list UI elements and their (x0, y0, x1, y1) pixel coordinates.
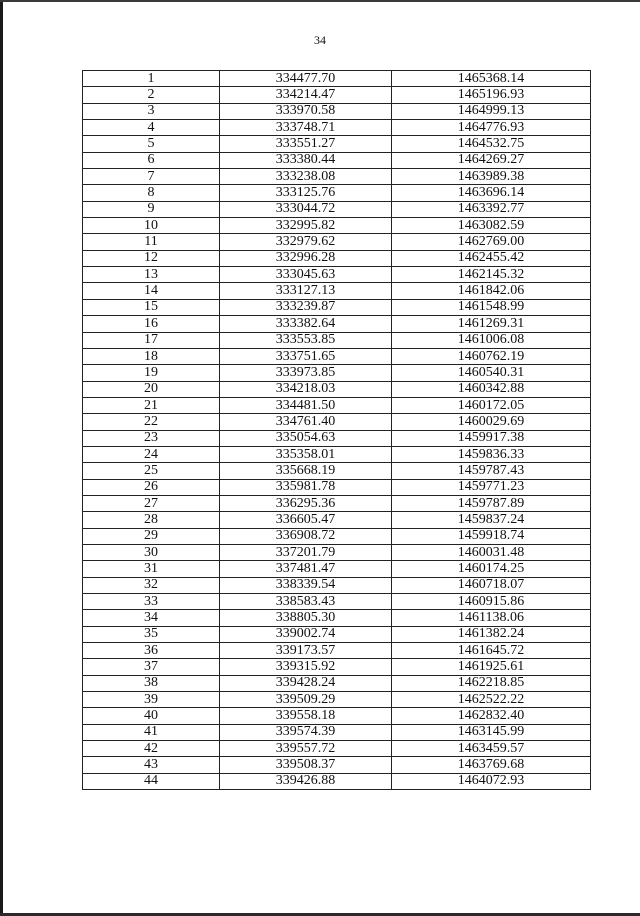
table-row (83, 103, 591, 119)
y-coordinate-cell: 1464072.93 (392, 773, 591, 789)
table-row (83, 659, 591, 675)
y-coordinate-cell: 1461842.06 (392, 283, 591, 299)
point-number-cell: 19 (83, 365, 220, 381)
x-coordinate-cell: 334481.50 (220, 397, 392, 413)
table-row (83, 71, 591, 87)
table-row (83, 397, 591, 413)
y-coordinate-cell: 1459918.74 (392, 528, 591, 544)
table-row (83, 414, 591, 430)
point-number-cell: 14 (83, 283, 220, 299)
point-number-cell: 37 (83, 659, 220, 675)
point-number-cell: 10 (83, 218, 220, 234)
y-coordinate-cell: 1460174.25 (392, 561, 591, 577)
x-coordinate-cell: 333044.72 (220, 201, 392, 217)
x-coordinate-cell: 334477.70 (220, 71, 392, 87)
point-number-cell: 26 (83, 479, 220, 495)
point-number-cell: 17 (83, 332, 220, 348)
table-row (83, 692, 591, 708)
table-row (83, 87, 591, 103)
point-number-cell: 15 (83, 299, 220, 315)
table-row (83, 267, 591, 283)
y-coordinate-cell: 1461645.72 (392, 643, 591, 659)
y-coordinate-cell: 1461382.24 (392, 626, 591, 642)
y-coordinate-cell: 1462218.85 (392, 675, 591, 691)
y-coordinate-cell: 1460718.07 (392, 577, 591, 593)
table-row (83, 675, 591, 691)
x-coordinate-cell: 335358.01 (220, 446, 392, 462)
table-row (83, 332, 591, 348)
table-row (83, 495, 591, 511)
x-coordinate-cell: 339558.18 (220, 708, 392, 724)
point-number-cell: 41 (83, 724, 220, 740)
point-number-cell: 12 (83, 250, 220, 266)
y-coordinate-cell: 1460172.05 (392, 397, 591, 413)
x-coordinate-cell: 332995.82 (220, 218, 392, 234)
y-coordinate-cell: 1460342.88 (392, 381, 591, 397)
point-number-cell: 13 (83, 267, 220, 283)
point-number-cell: 11 (83, 234, 220, 250)
point-number-cell: 24 (83, 446, 220, 462)
y-coordinate-cell: 1464532.75 (392, 136, 591, 152)
point-number-cell: 6 (83, 152, 220, 168)
point-number-cell: 40 (83, 708, 220, 724)
x-coordinate-cell: 333380.44 (220, 152, 392, 168)
point-number-cell: 34 (83, 610, 220, 626)
x-coordinate-cell: 339509.29 (220, 692, 392, 708)
point-number-cell: 44 (83, 773, 220, 789)
point-number-cell: 27 (83, 495, 220, 511)
point-number-cell: 9 (83, 201, 220, 217)
x-coordinate-cell: 333045.63 (220, 267, 392, 283)
x-coordinate-cell: 339315.92 (220, 659, 392, 675)
table-row (83, 528, 591, 544)
x-coordinate-cell: 333551.27 (220, 136, 392, 152)
y-coordinate-cell: 1459837.24 (392, 512, 591, 528)
y-coordinate-cell: 1459787.43 (392, 463, 591, 479)
table-row (83, 201, 591, 217)
table-row (83, 120, 591, 136)
table-row (83, 757, 591, 773)
table-row (83, 708, 591, 724)
point-number-cell: 31 (83, 561, 220, 577)
coordinate-table (82, 70, 591, 790)
table-row (83, 185, 591, 201)
table-row (83, 218, 591, 234)
x-coordinate-cell: 339557.72 (220, 741, 392, 757)
table-row (83, 250, 591, 266)
y-coordinate-cell: 1463459.57 (392, 741, 591, 757)
table-row (83, 316, 591, 332)
y-coordinate-cell: 1461138.06 (392, 610, 591, 626)
x-coordinate-cell: 338805.30 (220, 610, 392, 626)
point-number-cell: 22 (83, 414, 220, 430)
point-number-cell: 7 (83, 169, 220, 185)
y-coordinate-cell: 1464776.93 (392, 120, 591, 136)
x-coordinate-cell: 333970.58 (220, 103, 392, 119)
table-row (83, 234, 591, 250)
point-number-cell: 43 (83, 757, 220, 773)
x-coordinate-cell: 333751.65 (220, 348, 392, 364)
x-coordinate-cell: 335981.78 (220, 479, 392, 495)
x-coordinate-cell: 333553.85 (220, 332, 392, 348)
coordinate-table-body (83, 71, 591, 790)
point-number-cell: 5 (83, 136, 220, 152)
y-coordinate-cell: 1462455.42 (392, 250, 591, 266)
table-row (83, 283, 591, 299)
point-number-cell: 38 (83, 675, 220, 691)
x-coordinate-cell: 333125.76 (220, 185, 392, 201)
x-coordinate-cell: 333238.08 (220, 169, 392, 185)
x-coordinate-cell: 339428.24 (220, 675, 392, 691)
x-coordinate-cell: 337481.47 (220, 561, 392, 577)
x-coordinate-cell: 334218.03 (220, 381, 392, 397)
point-number-cell: 36 (83, 643, 220, 659)
scan-edge-left (0, 0, 3, 916)
table-row (83, 463, 591, 479)
table-row (83, 610, 591, 626)
table-row (83, 594, 591, 610)
y-coordinate-cell: 1460029.69 (392, 414, 591, 430)
x-coordinate-cell: 335668.19 (220, 463, 392, 479)
y-coordinate-cell: 1462145.32 (392, 267, 591, 283)
point-number-cell: 4 (83, 120, 220, 136)
table-row (83, 299, 591, 315)
point-number-cell: 32 (83, 577, 220, 593)
table-row (83, 446, 591, 462)
point-number-cell: 18 (83, 348, 220, 364)
point-number-cell: 16 (83, 316, 220, 332)
y-coordinate-cell: 1463989.38 (392, 169, 591, 185)
x-coordinate-cell: 339002.74 (220, 626, 392, 642)
table-row (83, 643, 591, 659)
point-number-cell: 2 (83, 87, 220, 103)
y-coordinate-cell: 1463392.77 (392, 201, 591, 217)
y-coordinate-cell: 1462769.00 (392, 234, 591, 250)
y-coordinate-cell: 1462832.40 (392, 708, 591, 724)
table-row (83, 169, 591, 185)
scan-edge-top (0, 0, 640, 2)
y-coordinate-cell: 1465196.93 (392, 87, 591, 103)
point-number-cell: 23 (83, 430, 220, 446)
table-row (83, 741, 591, 757)
point-number-cell: 42 (83, 741, 220, 757)
x-coordinate-cell: 332979.62 (220, 234, 392, 250)
y-coordinate-cell: 1460762.19 (392, 348, 591, 364)
x-coordinate-cell: 339574.39 (220, 724, 392, 740)
y-coordinate-cell: 1463696.14 (392, 185, 591, 201)
x-coordinate-cell: 333382.64 (220, 316, 392, 332)
y-coordinate-cell: 1463082.59 (392, 218, 591, 234)
x-coordinate-cell: 336908.72 (220, 528, 392, 544)
x-coordinate-cell: 336605.47 (220, 512, 392, 528)
point-number-cell: 20 (83, 381, 220, 397)
x-coordinate-cell: 334761.40 (220, 414, 392, 430)
point-number-cell: 39 (83, 692, 220, 708)
x-coordinate-cell: 332996.28 (220, 250, 392, 266)
point-number-cell: 35 (83, 626, 220, 642)
table-row (83, 381, 591, 397)
x-coordinate-cell: 339173.57 (220, 643, 392, 659)
point-number-cell: 33 (83, 594, 220, 610)
x-coordinate-cell: 338583.43 (220, 594, 392, 610)
y-coordinate-cell: 1460915.86 (392, 594, 591, 610)
table-row (83, 561, 591, 577)
point-number-cell: 1 (83, 71, 220, 87)
y-coordinate-cell: 1462522.22 (392, 692, 591, 708)
point-number-cell: 3 (83, 103, 220, 119)
y-coordinate-cell: 1461925.61 (392, 659, 591, 675)
y-coordinate-cell: 1461269.31 (392, 316, 591, 332)
x-coordinate-cell: 333127.13 (220, 283, 392, 299)
y-coordinate-cell: 1459771.23 (392, 479, 591, 495)
x-coordinate-cell: 333973.85 (220, 365, 392, 381)
y-coordinate-cell: 1460540.31 (392, 365, 591, 381)
table-row (83, 365, 591, 381)
point-number-cell: 29 (83, 528, 220, 544)
x-coordinate-cell: 336295.36 (220, 495, 392, 511)
x-coordinate-cell: 333748.71 (220, 120, 392, 136)
y-coordinate-cell: 1464269.27 (392, 152, 591, 168)
table-row (83, 136, 591, 152)
table-row (83, 544, 591, 560)
table-row (83, 479, 591, 495)
y-coordinate-cell: 1459836.33 (392, 446, 591, 462)
table-row (83, 152, 591, 168)
y-coordinate-cell: 1460031.48 (392, 544, 591, 560)
x-coordinate-cell: 334214.47 (220, 87, 392, 103)
x-coordinate-cell: 333239.87 (220, 299, 392, 315)
x-coordinate-cell: 338339.54 (220, 577, 392, 593)
y-coordinate-cell: 1463145.99 (392, 724, 591, 740)
x-coordinate-cell: 339426.88 (220, 773, 392, 789)
table-row (83, 512, 591, 528)
point-number-cell: 28 (83, 512, 220, 528)
table-row (83, 724, 591, 740)
y-coordinate-cell: 1461006.08 (392, 332, 591, 348)
point-number-cell: 25 (83, 463, 220, 479)
point-number-cell: 30 (83, 544, 220, 560)
x-coordinate-cell: 339508.37 (220, 757, 392, 773)
point-number-cell: 21 (83, 397, 220, 413)
x-coordinate-cell: 335054.63 (220, 430, 392, 446)
y-coordinate-cell: 1459917.38 (392, 430, 591, 446)
y-coordinate-cell: 1463769.68 (392, 757, 591, 773)
table-row (83, 577, 591, 593)
y-coordinate-cell: 1459787.89 (392, 495, 591, 511)
table-row (83, 626, 591, 642)
y-coordinate-cell: 1461548.99 (392, 299, 591, 315)
table-row (83, 430, 591, 446)
y-coordinate-cell: 1465368.14 (392, 71, 591, 87)
y-coordinate-cell: 1464999.13 (392, 103, 591, 119)
point-number-cell: 8 (83, 185, 220, 201)
table-row (83, 348, 591, 364)
table-row (83, 773, 591, 789)
page-number: 34 (314, 33, 326, 47)
x-coordinate-cell: 337201.79 (220, 544, 392, 560)
